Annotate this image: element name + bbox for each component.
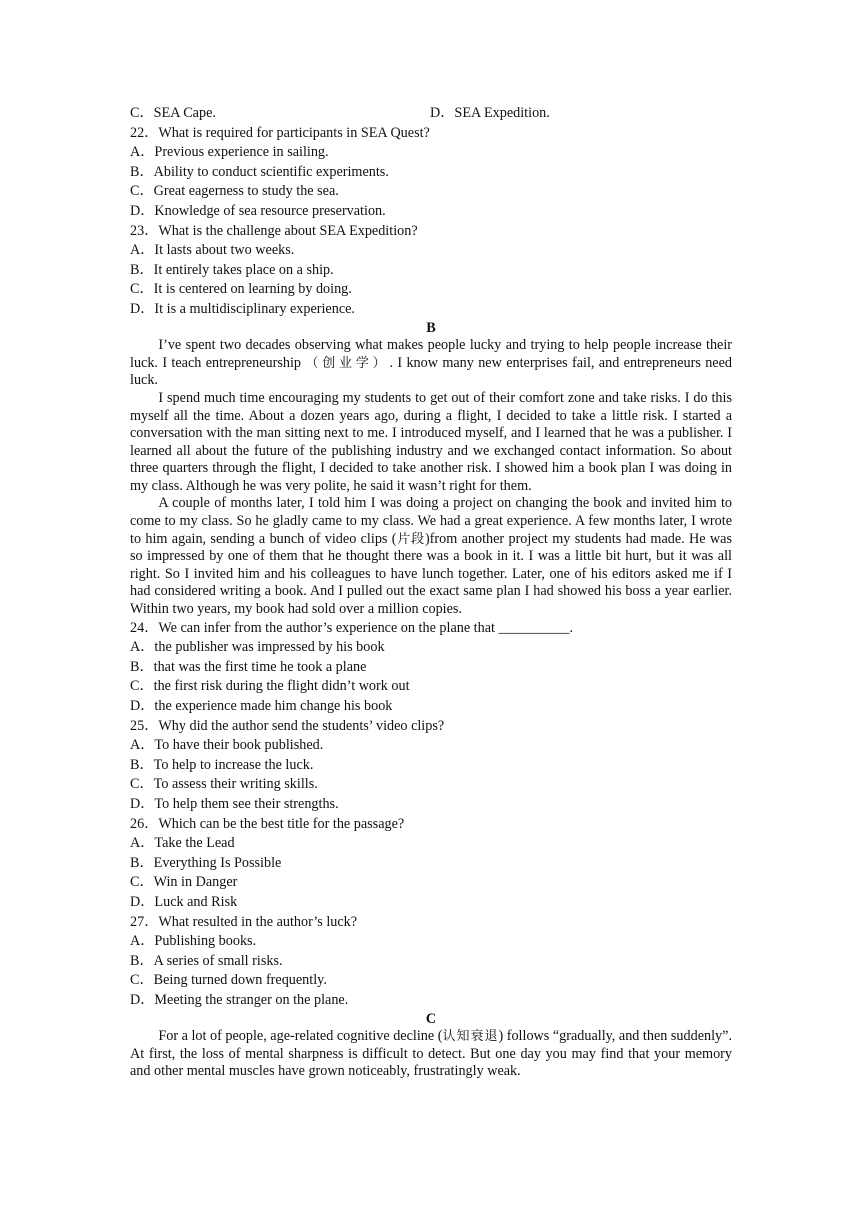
document-page <box>130 104 732 1081</box>
question-27-stem: 27．What resulted in the author’s luck? <box>130 913 358 930</box>
q27-option-b: B．A series of small risks. <box>130 952 283 969</box>
q24-option-d: D．the experience made him change his book <box>130 698 393 714</box>
question-22-stem: 22．What is required for participants in SEA Quest? <box>130 124 430 141</box>
q27-option-a: A．Publishing books. <box>130 933 257 950</box>
q22-option-b: B．Ability to conduct scientific experiments. <box>130 163 389 180</box>
option-c: C．SEA Cape. <box>130 105 216 121</box>
section-b-paragraph-1: I’ve spent two decades observing what makes people lucky and trying to help people increase their luck. I teach entrepreneurship （创业学）. I know many new enterprises fail, and entrepreneurs need luck. <box>130 337 732 389</box>
q27-option-d: D．Meeting the stranger on the plane. <box>130 991 349 1008</box>
q25-option-b: B．To help to increase the luck. <box>130 756 314 773</box>
q27-option-c: C．Being turned down frequently. <box>130 972 327 989</box>
q24-option-c: C．the first risk during the flight didn’t work out <box>130 678 410 695</box>
section-b-paragraph-2: I spend much time encouraging my students to get out of their comfort zone and take risks. I do this myself all the time. About a dozen years ago, during a flight, I decided to take a little risk. I started a conversation with the man sitting next to me. I introduced myself, and I learned that he was a publisher. I learned all about the future of the publishing industry and we exchanged contact information. So about three quarters through the flight, I decided to take another risk. I showed him a book plan I was doing in my class. Although he was very polite, he said it wasn’t right for them. <box>130 389 732 494</box>
q23-option-a: A．It lasts about two weeks. <box>130 242 295 259</box>
question-26-stem: 26．Which can be the best title for the passage? <box>130 815 405 832</box>
q23-option-d: D．It is a multidisciplinary experience. <box>130 300 355 317</box>
q24-option-a: A．the publisher was impressed by his book <box>130 639 385 656</box>
q21-options-row <box>130 104 732 124</box>
q25-option-a: A．To have their book published. <box>130 737 324 754</box>
q26-option-d: D．Luck and Risk <box>130 893 238 910</box>
q22-option-c: C．Great eagerness to study the sea. <box>130 183 339 200</box>
q22-option-a: A．Previous experience in sailing. <box>130 144 329 161</box>
section-b-paragraph-3: A couple of months later, I told him I was doing a project on changing the book and invited him to come to my class. So he gladly came to my class. We had a great experience. A few months later, I wrote to him again, sending a bunch of video clips (片段)from another project my students had made. He was so impressed by one of them that he thought there was a book in it. I was a little bit hurt, but it was all right. So I invited him and his colleagues to have lunch together. Later, one of his editors asked me if I had considered writing a book. And I pulled out the exact same plan I had showed his boss a year earlier. Within two years, my book had sold over a million copies. <box>130 495 732 618</box>
q23-option-c: C．It is centered on learning by doing. <box>130 281 352 298</box>
q26-option-a: A．Take the Lead <box>130 835 235 852</box>
question-25-stem: 25．Why did the author send the students’ video clips? <box>130 717 445 734</box>
option-d: D．SEA Expedition. <box>430 105 550 121</box>
question-23-stem: 23．What is the challenge about SEA Expedition? <box>130 222 418 239</box>
q25-option-d: D．To help them see their strengths. <box>130 795 339 812</box>
section-c-paragraph-1: For a lot of people, age-related cognitive decline (认知衰退) follows “gradually, and then suddenly”. At first, the loss of mental sharpness is difficult to detect. But one day you may find that your memory and other mental muscles have grown noticeably, frustratingly weak. <box>130 1028 732 1080</box>
q23-option-b: B．It entirely takes place on a ship. <box>130 261 334 278</box>
section-c-heading: C <box>425 1010 437 1027</box>
q22-option-d: D．Knowledge of sea resource preservation. <box>130 202 386 219</box>
section-b-heading: B <box>426 319 436 336</box>
q26-option-b: B．Everything Is Possible <box>130 854 282 871</box>
q24-option-b: B．that was the first time he took a plane <box>130 658 367 675</box>
question-24-stem: 24．We can infer from the author’s experience on the plane that __________. <box>130 619 573 636</box>
q25-option-c: C．To assess their writing skills. <box>130 776 318 793</box>
q26-option-c: C．Win in Danger <box>130 874 238 891</box>
